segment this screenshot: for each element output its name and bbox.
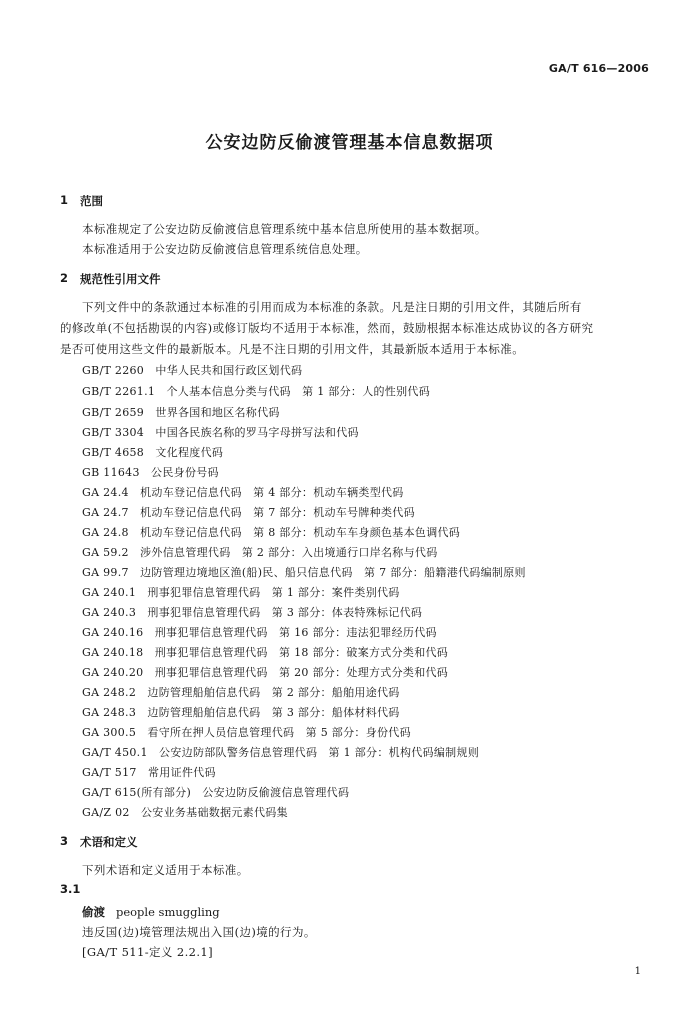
standard-code: GA/T 616—2006 bbox=[548, 62, 649, 75]
section-3-intro: 下列术语和定义适用于本标准。 bbox=[82, 863, 249, 877]
section-3-heading: 术语和定义 bbox=[80, 835, 138, 849]
reference-item: GA/T 450.1 公安边防部队警务信息管理代码 第 1 部分：机构代码编制规则 bbox=[82, 746, 480, 759]
section-3-number: 3 bbox=[60, 834, 69, 848]
term-source: [GA/T 511-定义 2.2.1] bbox=[82, 945, 214, 959]
reference-item: GA 59.2 涉外信息管理代码 第 2 部分：入出境通行口岸名称与代码 bbox=[82, 546, 438, 559]
reference-item: GA 24.4 机动车登记信息代码 第 4 部分：机动车辆类型代码 bbox=[82, 486, 404, 499]
section-2-heading: 规范性引用文件 bbox=[80, 272, 161, 286]
section-2-intro-line-1: 下列文件中的条款通过本标准的引用而成为本标准的条款。凡是注日期的引用文件，其随后所有 bbox=[82, 300, 582, 314]
reference-item: GA 240.3 刑事犯罪信息管理代码 第 3 部分：体表特殊标记代码 bbox=[82, 606, 423, 619]
reference-item: GB 11643 公民身份号码 bbox=[82, 466, 219, 479]
reference-item: GA 248.3 边防管理船舶信息代码 第 3 部分：船体材料代码 bbox=[82, 706, 400, 719]
section-2-intro-line-3: 是否可使用这些文件的最新版本。凡是不注日期的引用文件，其最新版本适用于本标准。 bbox=[60, 342, 525, 356]
section-2-number: 2 bbox=[60, 271, 69, 285]
page-title: 公安边防反偷渡管理基本信息数据项 bbox=[205, 133, 494, 153]
reference-item: GA 248.2 边防管理船舶信息代码 第 2 部分：船舶用途代码 bbox=[82, 686, 400, 699]
reference-item: GA 240.18 刑事犯罪信息管理代码 第 18 部分：破案方式分类和代码 bbox=[82, 646, 449, 659]
reference-item: GA 240.1 刑事犯罪信息管理代码 第 1 部分：案件类别代码 bbox=[82, 586, 400, 599]
reference-item: GB/T 4658 文化程度代码 bbox=[82, 446, 224, 459]
page-number: 1 bbox=[634, 966, 641, 977]
section-1-paragraph-1: 本标准规定了公安边防反偷渡信息管理系统中基本信息所使用的基本数据项。 bbox=[82, 222, 487, 236]
reference-item: GB/T 3304 中国各民族名称的罗马字母拼写法和代码 bbox=[82, 426, 359, 439]
subsection-3-1-number: 3.1 bbox=[60, 882, 81, 896]
reference-item: GA 240.20 刑事犯罪信息管理代码 第 20 部分：处理方式分类和代码 bbox=[82, 666, 449, 679]
reference-item: GA 24.8 机动车登记信息代码 第 8 部分：机动车车身颜色基本色调代码 bbox=[82, 526, 461, 539]
term-line bbox=[82, 904, 220, 920]
reference-item: GA 300.5 看守所在押人员信息管理代码 第 5 部分：身份代码 bbox=[82, 726, 411, 739]
section-1-number: 1 bbox=[60, 193, 69, 207]
term-definition: 违反国(边)境管理法规出入国(边)境的行为。 bbox=[82, 925, 316, 939]
reference-item: GA 240.16 刑事犯罪信息管理代码 第 16 部分：违法犯罪经历代码 bbox=[82, 626, 437, 639]
reference-item: GB/T 2659 世界各国和地区名称代码 bbox=[82, 406, 280, 419]
reference-item: GB/T 2260 中华人民共和国行政区划代码 bbox=[82, 364, 303, 377]
reference-item: GA/T 517 常用证件代码 bbox=[82, 766, 216, 779]
reference-item: GA 99.7 边防管理边境地区渔(船)民、船只信息代码 第 7 部分：船籍港代码编制原则 bbox=[82, 566, 526, 579]
term-english: people smuggling bbox=[115, 905, 220, 919]
reference-item: GA/Z 02 公安业务基础数据元素代码集 bbox=[82, 806, 288, 819]
reference-item: GA 24.7 机动车登记信息代码 第 7 部分：机动车号牌种类代码 bbox=[82, 506, 415, 519]
term-chinese: 偷渡 bbox=[82, 905, 105, 919]
section-1-heading: 范围 bbox=[80, 194, 103, 208]
reference-item: GA/T 615(所有部分) 公安边防反偷渡信息管理代码 bbox=[82, 786, 350, 799]
reference-item: GB/T 2261.1 个人基本信息分类与代码 第 1 部分：人的性别代码 bbox=[82, 385, 430, 398]
section-2-intro-line-2: 的修改单(不包括勘误的内容)或修订版均不适用于本标准，然而，鼓励根据本标准达成协议的各方研究 bbox=[60, 321, 594, 335]
section-1-paragraph-2: 本标准适用于公安边防反偷渡信息管理系统信息处理。 bbox=[82, 242, 368, 256]
